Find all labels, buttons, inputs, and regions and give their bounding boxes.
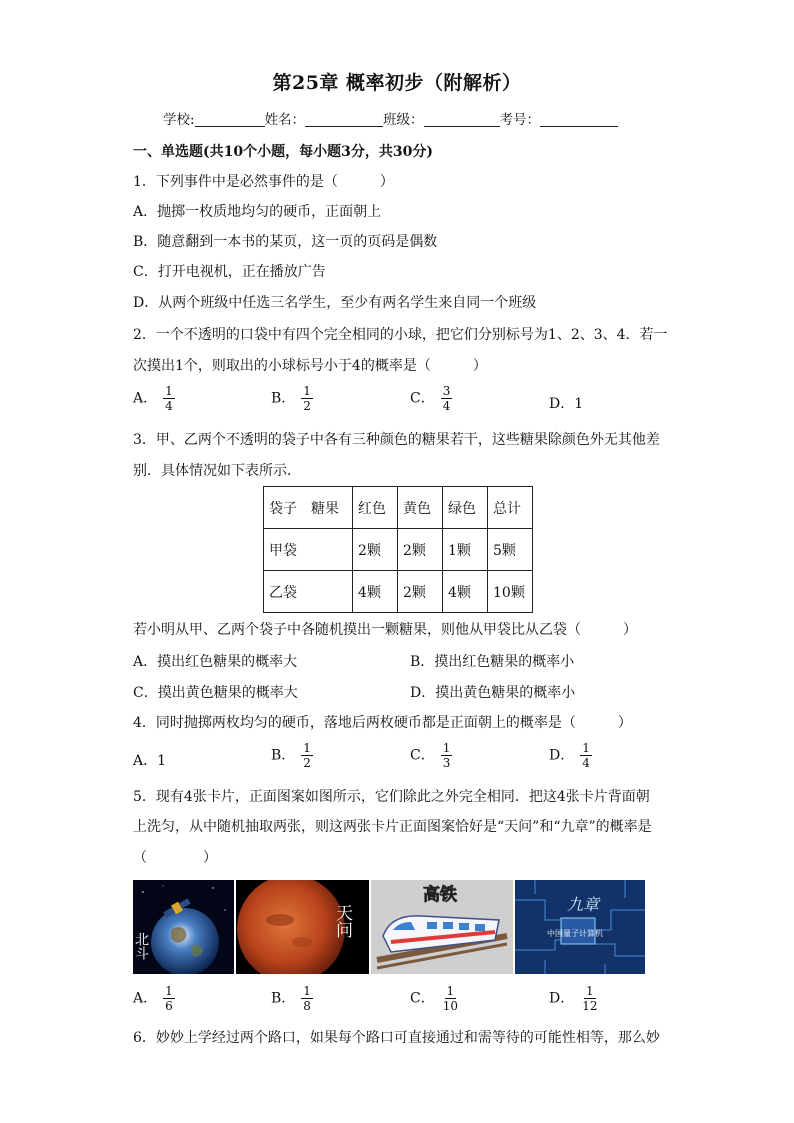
- q4-option-b: B． $\frac{1}{2}$: [271, 741, 311, 770]
- q1-option-d: D．从两个班级中任选三名学生，至少有两名学生来自同一个班级: [133, 295, 537, 311]
- q4-stem: 4．同时抛掷两枚均匀的硬币，落地后两枚硬币都是正面朝上的概率是（ ）: [133, 715, 632, 731]
- q1-option-a: A．抛掷一枚质地均匀的硬币，正面朝上: [133, 204, 382, 220]
- circuit-illustration: [515, 880, 645, 974]
- q2-option-a: A． $\frac{1}{4}$: [133, 384, 173, 413]
- table-cell: 4颗: [353, 571, 398, 613]
- q4-option-a: A．1: [133, 753, 167, 769]
- fraction: $\frac{1}{10}$: [442, 984, 458, 1013]
- table-cell: 红色: [353, 487, 398, 529]
- table-header-row: [264, 487, 533, 529]
- table-row: [264, 529, 533, 571]
- name-label: 姓名：: [264, 112, 306, 128]
- q2-option-d: D．1: [549, 396, 584, 412]
- q5-option-c: C． $\frac{1}{10}$: [410, 984, 458, 1013]
- card-gaotie-label: 高铁: [423, 885, 457, 905]
- q1-option-c: C．打开电视机，正在播放广告: [133, 264, 326, 280]
- q3-stem-line1: 3．甲、乙两个不透明的袋子中各有三种颜色的糖果若干，这些糖果除颜色外无其他差: [133, 432, 660, 448]
- exam-no-blank: [540, 112, 618, 127]
- table-cell: 2颗: [398, 529, 443, 571]
- table-cell: 4颗: [443, 571, 488, 613]
- exam-no-label: 考号：: [499, 112, 541, 128]
- fraction: $\frac{1}{2}$: [303, 741, 311, 770]
- card-gaotie-image: [371, 880, 513, 974]
- q6-stem-line1: 6．妙妙上学经过两个路口，如果每个路口可直接通过和需等待的可能性相等，那么妙: [133, 1030, 660, 1046]
- card-jiuzhang-image: [515, 880, 645, 974]
- earth-satellite-illustration: [133, 880, 234, 974]
- card-beidou-image: [133, 880, 234, 974]
- q5-option-b: B． $\frac{1}{8}$: [271, 984, 311, 1013]
- table-cell: 10颗: [488, 571, 533, 613]
- card-tianwen-image: [236, 880, 369, 974]
- student-info-line: [163, 108, 618, 128]
- fraction: $\frac{1}{6}$: [165, 984, 173, 1013]
- school-label: 学校:: [163, 112, 195, 128]
- fraction: $\frac{1}{12}$: [582, 984, 598, 1013]
- class-blank: [424, 112, 500, 127]
- school-blank: [195, 112, 265, 127]
- q5-option-d: D． $\frac{1}{12}$: [549, 984, 598, 1013]
- mars-illustration: [236, 880, 369, 974]
- table-cell: 5颗: [488, 529, 533, 571]
- fraction: $\frac{1}{2}$: [303, 384, 311, 413]
- q1-stem: 1．下列事件中是必然事件的是（ ）: [133, 174, 394, 190]
- q3-stem-line3: 若小明从甲、乙两个袋子中各随机摸出一颗糖果，则他从甲袋比从乙袋（ ）: [133, 622, 637, 638]
- card-jiuzhang-label: 九章: [567, 895, 600, 914]
- q3-option-b: B．摸出红色糖果的概率小: [410, 654, 575, 670]
- q2-stem-line2: 次摸出1个，则取出的小球标号小于4的概率是（ ）: [133, 358, 487, 374]
- table-cell: 2颗: [398, 571, 443, 613]
- table-cell: 总计: [488, 487, 533, 529]
- table-cell: 乙袋: [264, 571, 353, 613]
- q2-stem-line1: 2．一个不透明的口袋中有四个完全相同的小球，把它们分别标号为1、2、3、4．若一: [133, 327, 668, 343]
- q3-stem-line2: 别．具体情况如下表所示．: [133, 463, 301, 479]
- q5-stem-line3: （ ）: [133, 850, 217, 866]
- table-cell: 绿色: [443, 487, 488, 529]
- page-title: 第25章 概率初步（附解析）: [272, 72, 522, 94]
- train-illustration: [371, 880, 513, 974]
- name-blank: [305, 112, 383, 127]
- candy-table: [263, 486, 533, 613]
- q4-option-d: D． $\frac{1}{4}$: [549, 741, 590, 770]
- table-cell: 黄色: [398, 487, 443, 529]
- card-tianwen-label: 天问: [332, 904, 352, 938]
- fraction: $\frac{1}{4}$: [165, 384, 173, 413]
- q5-stem-line1: 5．现有4张卡片，正面图案如图所示，它们除此之外完全相同．把这4张卡片背面朝: [133, 789, 650, 805]
- card-beidou-label: 北斗: [133, 932, 149, 960]
- fraction: $\frac{1}{4}$: [582, 741, 590, 770]
- table-cell: 2颗: [353, 529, 398, 571]
- q5-stem-line2: 上洗匀，从中随机抽取两张，则这两张卡片正面图案恰好是“天问”和“九章”的概率是: [133, 819, 652, 835]
- q5-option-a: A． $\frac{1}{6}$: [133, 984, 173, 1013]
- class-label: 班级：: [383, 112, 424, 128]
- table-cell: 1颗: [443, 529, 488, 571]
- fraction: $\frac{3}{4}$: [442, 384, 451, 413]
- table-cell: 甲袋: [264, 529, 353, 571]
- table-cell: 袋子 糖果: [264, 487, 353, 529]
- section-heading: 一、单选题(共10个小题，每小题3分，共30分): [133, 144, 433, 160]
- q4-option-c: C． $\frac{1}{3}$: [410, 741, 451, 770]
- fraction: $\frac{1}{8}$: [303, 984, 311, 1013]
- fraction: $\frac{1}{3}$: [442, 741, 451, 770]
- q2-option-c: C． $\frac{3}{4}$: [410, 384, 451, 413]
- q3-option-a: A．摸出红色糖果的概率大: [133, 654, 298, 670]
- card-jiuzhang-sublabel: 中国量子计算机: [547, 929, 603, 938]
- q2-option-b: B． $\frac{1}{2}$: [271, 384, 311, 413]
- q3-option-c: C．摸出黄色糖果的概率大: [133, 685, 298, 701]
- table-row: [264, 571, 533, 613]
- q3-option-d: D．摸出黄色糖果的概率小: [410, 685, 576, 701]
- q1-option-b: B．随意翻到一本书的某页，这一页的页码是偶数: [133, 234, 438, 250]
